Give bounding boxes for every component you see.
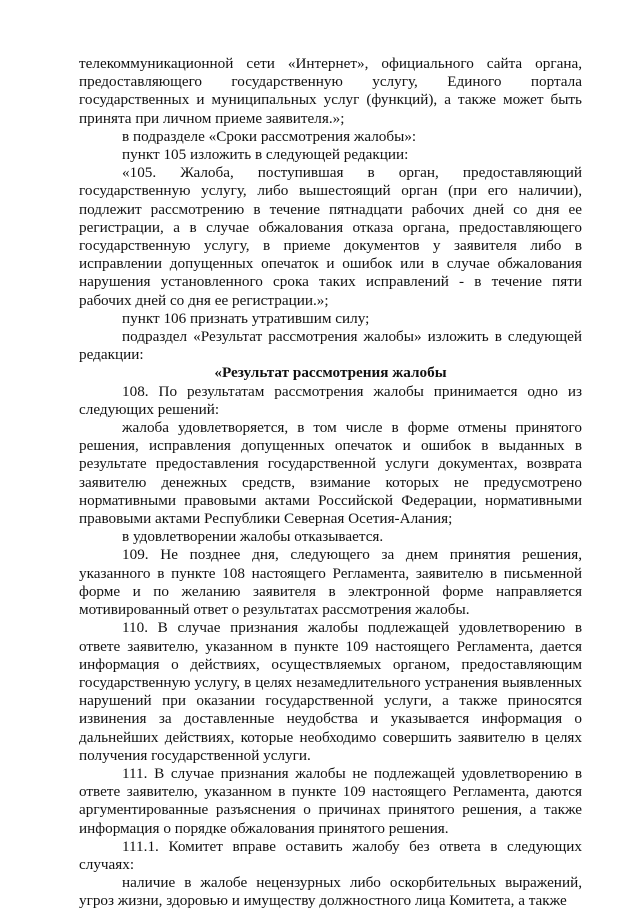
paragraph-item-105-intro: пункт 105 изложить в следующей редакции: bbox=[122, 146, 409, 164]
paragraph-item-108-option-2: в удовлетворении жалобы отказывается. bbox=[122, 528, 384, 546]
paragraph-item-105: «105. Жалоба, поступившая в орган, предоставляющий государственную услугу, либо вышестоящий орган (при его наличии), подлежит рассмотрению в течение пятнадцати рабочих дней со дня ее регистрации, а в случае обжалования отказа органа, предоставляющего государственную услугу, в приеме документов у заявителя либо в исправлении допущенных опечаток и ошибок или в случае обжалования нарушения установленного срока таких исправлений - в течение пяти рабочих дней со дня ее регистрации.»; bbox=[79, 164, 582, 309]
section-heading: «Результат рассмотрения жалобы bbox=[214, 364, 447, 382]
paragraph-item-111-1: 111.1. Комитет вправе оставить жалобу без ответа в следующих случаях: bbox=[79, 837, 582, 873]
paragraph-continuation: телекоммуникационной сети «Интернет», официального сайта органа, предоставляющего государственную услугу, Единого портала государственных и муниципальных услуг (функций), а также может быть принята при личном приеме заявителя.»; bbox=[79, 55, 582, 127]
paragraph-item-106: пункт 106 признать утратившим силу; bbox=[122, 309, 370, 327]
paragraph-subsection-deadlines: в подразделе «Сроки рассмотрения жалобы»: bbox=[122, 127, 417, 145]
paragraph-item-111-1-case-1: наличие в жалобе нецензурных либо оскорбительных выражений, угроз жизни, здоровью и имуществу должностного лица Комитета, а также bbox=[79, 874, 582, 910]
paragraph-item-110: 110. В случае признания жалобы подлежащей удовлетворению в ответе заявителю, указанном в пункте 109 настоящего Регламента, дается информация о действиях, осуществляемых органом, предоставляющим государственную услугу, в целях незамедлительного устранения выявленных нарушений при оказании государственной услуги, а также приносятся извинения за доставленные неудобства и указывается информация о дальнейших действиях, которые необходимо совершить заявителю в целях получения государственной услуги. bbox=[79, 619, 582, 764]
paragraph-subsection-result: подраздел «Результат рассмотрения жалобы» изложить в следующей редакции: bbox=[79, 328, 582, 364]
document-body bbox=[79, 55, 582, 911]
paragraph-item-109: 109. Не позднее дня, следующего за днем принятия решения, указанного в пункте 108 настоящего Регламента, заявителю в письменной форме и по желанию заявителя в электронной форме направляется мотивированный ответ о результатах рассмотрения жалобы. bbox=[79, 546, 582, 619]
paragraph-item-108: 108. По результатам рассмотрения жалобы принимается одно из следующих решений: bbox=[79, 382, 582, 418]
paragraph-item-108-option-1: жалоба удовлетворяется, в том числе в форме отмены принятого решения, исправления допущенных опечаток и ошибок в выданных в результате предоставления государственной услуги документах, возврата заявителю денежных средств, взимание которых не предусмотрено нормативными правовыми актами Российской Федерации, нормативными правовыми актами Республики Северная Осетия-Алания; bbox=[79, 419, 582, 528]
paragraph-item-111: 111. В случае признания жалобы не подлежащей удовлетворению в ответе заявителю, указанном в пункте 109 настоящего Регламента, даются аргументированные разъяснения о причинах принятого решения, а также информация о порядке обжалования принятого решения. bbox=[79, 764, 582, 837]
